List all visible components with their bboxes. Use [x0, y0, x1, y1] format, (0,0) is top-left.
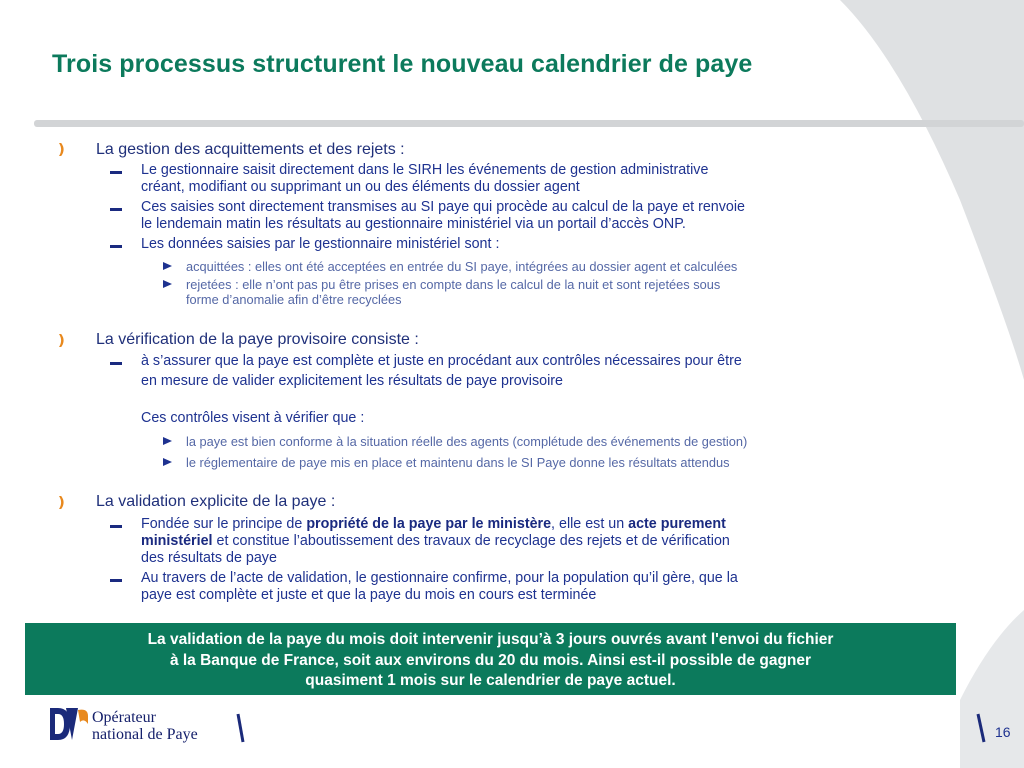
section-heading-acquittements: La gestion des acquittements et des rejets :	[96, 141, 405, 158]
dash-bullet-icon	[110, 525, 122, 528]
banner-line: La validation de la paye du mois doit intervenir jusqu’à 3 jours ouvrés avant l'envoi du fichier	[147, 631, 834, 648]
dash-bullet-icon	[110, 579, 122, 582]
slash-separator-icon	[976, 712, 988, 744]
dash-bullet-icon	[110, 362, 122, 365]
point-text: créant, modifiant ou supprimant un ou des éléments du dossier agent	[141, 179, 580, 195]
subpoint-text: forme d’anomalie afin d’être recyclées	[186, 292, 402, 307]
dash-bullet-icon	[110, 245, 122, 248]
section-heading-verification: La vérification de la paye provisoire consiste :	[96, 331, 419, 348]
triangle-bullet-icon	[163, 262, 172, 270]
dash-bullet-icon	[110, 208, 122, 211]
point-text: des résultats de paye	[141, 550, 277, 566]
point-text-rich: Fondée sur le principe de propriété de la paye par le ministère, elle est un acte purement	[141, 516, 726, 532]
dash-bullet-icon	[110, 171, 122, 174]
page-title: Trois processus structurent le nouveau calendrier de paye	[52, 50, 753, 78]
subpoint-text: la paye est bien conforme à la situation réelle des agents (complétude des événements de gestion)	[186, 434, 748, 449]
point-text: Les données saisies par le gestionnaire ministériel sont :	[141, 236, 500, 252]
logo-text: Opérateur national de Paye	[92, 709, 198, 743]
orange-bullet-icon	[59, 496, 66, 509]
banner-line: à la Banque de France, soit aux environs du 20 du mois. Ainsi est-il possible de gagner	[169, 651, 812, 669]
point-text: à s’assurer que la paye est complète et juste en procédant aux contrôles nécessaires pour être	[141, 353, 742, 369]
title-divider	[34, 120, 1024, 127]
point-text: Le gestionnaire saisit directement dans le SIRH les événements de gestion administrative	[141, 162, 709, 178]
point-text: en mesure de valider explicitement les résultats de paye provisoire	[141, 373, 563, 389]
orange-bullet-icon	[59, 143, 66, 156]
point-text: le lendemain matin les résultats au gestionnaire ministériel via un portail d’accès ONP.	[141, 216, 686, 232]
orange-bullet-icon	[59, 334, 66, 347]
note-text: Ces contrôles visent à vérifier que :	[141, 410, 365, 426]
point-text: Au travers de l’acte de validation, le gestionnaire confirme, pour la population qu’il gère, que la	[141, 570, 738, 586]
point-text: Ces saisies sont directement transmises au SI paye qui procède au calcul de la paye et renvoie	[141, 199, 745, 215]
triangle-bullet-icon	[163, 437, 172, 445]
banner-line: quasiment 1 mois sur le calendrier de paye actuel.	[305, 672, 676, 689]
triangle-bullet-icon	[163, 280, 172, 288]
key-message-banner	[25, 623, 956, 695]
subpoint-text: acquittées : elles ont été acceptées en entrée du SI paye, intégrées au dossier agent et calculées	[186, 259, 738, 274]
section-heading-validation: La validation explicite de la paye :	[96, 493, 336, 510]
subpoint-text: le réglementaire de paye mis en place et maintenu dans le SI Paye donne les résultats attendus	[186, 455, 730, 470]
subpoint-text: rejetées : elle n’ont pas pu être prises en compte dans le calcul de la nuit et sont rejetées sous	[186, 277, 721, 292]
point-text: paye est complète et juste et que la paye du mois en cours est terminée	[141, 587, 597, 603]
page-number: 16	[995, 724, 1011, 740]
triangle-bullet-icon	[163, 458, 172, 466]
point-text-rich: ministériel et constitue l’aboutissement des travaux de recyclage des rejets et de vérification	[141, 533, 730, 549]
